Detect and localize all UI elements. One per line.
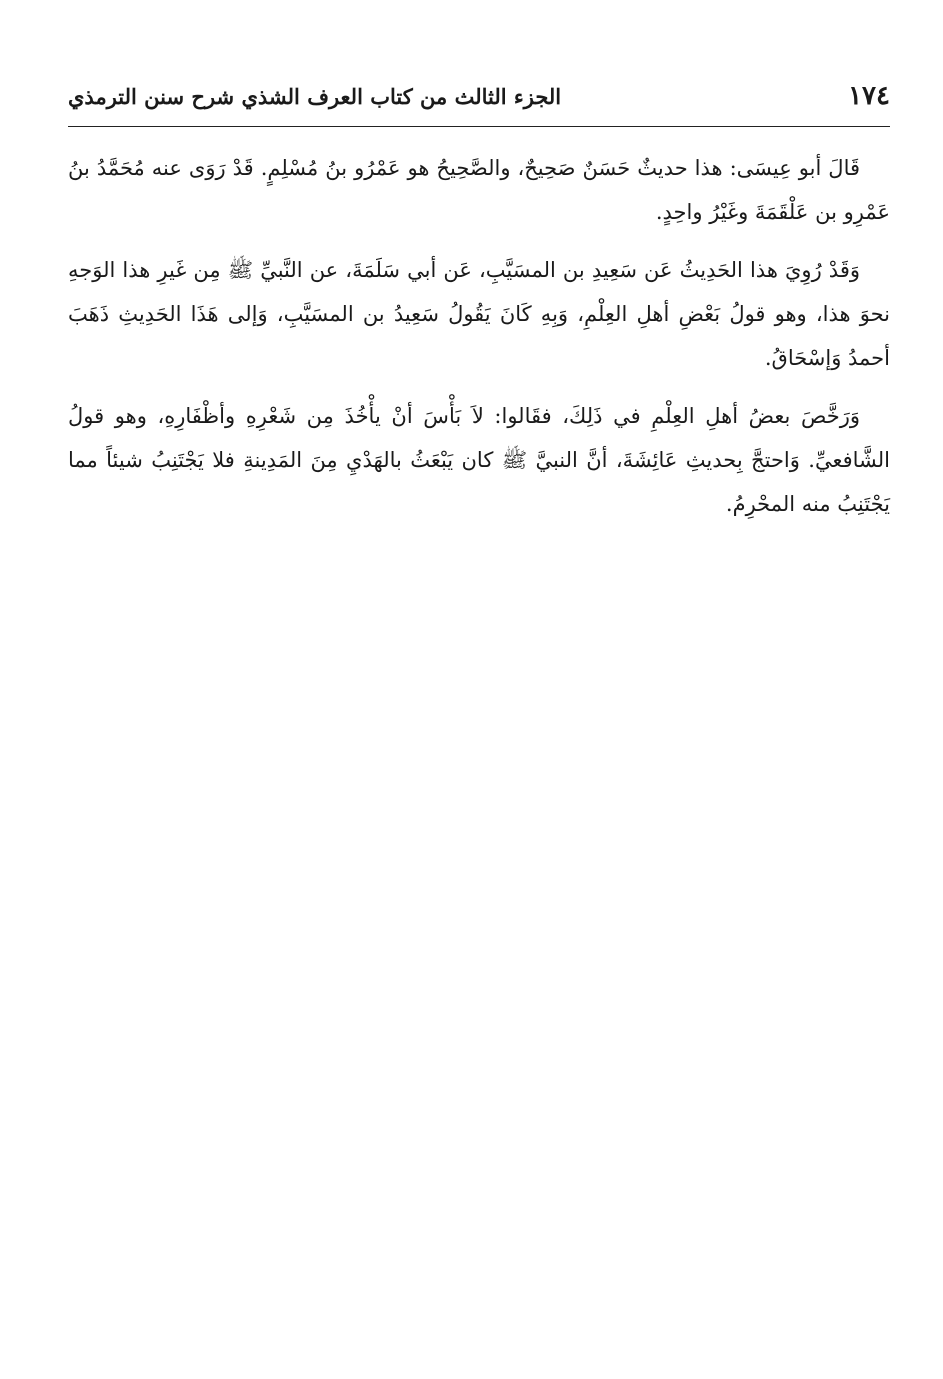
page-header [68,78,890,114]
paragraph-2: وَقَدْ رُوِيَ هذا الحَدِيثُ عَن سَعِيدِ بن المسَيَّبِ، عَن أبي سَلَمَةَ، عن النَّبيِّ ﷺ مِن غَيرِ هذا الوَجهِ نحوَ هذا، وهو قولُ بَعْضِ أهلِ العِلْمِ، وَبِهِ كَانَ يَقُولُ سَعِيدُ بن المسَيَّبِ، وَإلى هَذَا الحَدِيثِ ذَهَبَ أحمدُ وَإسْحَاقُ. [68,258,890,370]
paragraph-3: وَرَخَّصَ بعضُ أهلِ العِلْمِ في ذَلِكَ، فقَالوا: لاَ بَأْسَ أنْ يأْخُذَ مِن شَعْرِهِ وأظْفَارِهِ، وهو قولُ الشَّافعيِّ. وَاحتجَّ بِحديثِ عَائِشَةَ، أنَّ النبيَّ ﷺ كان يَبْعَثُ بالهَدْيِ مِنَ المَدِينةِ فلا يَجْتَنِبُ شيئاً مما يَجْتَنِبُ منه المحْرِمُ. [68,404,890,516]
header-divider [68,126,890,127]
page-number: ١٧٤ [848,81,890,111]
paragraph-1: قَالَ أبو عِيسَى: هذا حديثٌ حَسَنٌ صَحِيحٌ، والصَّحِيحُ هو عَمْرُو بنُ مُسْلِمٍ. قَدْ رَوَى عنه مُحَمَّدُ بنُ عَمْرِو بن عَلْقَمَةَ وغَيْرُ واحِدٍ. [68,156,890,224]
running-title: الجزء الثالث من كتاب العرف الشذي شرح سنن الترمذي [68,83,562,109]
page-body [68,146,890,540]
